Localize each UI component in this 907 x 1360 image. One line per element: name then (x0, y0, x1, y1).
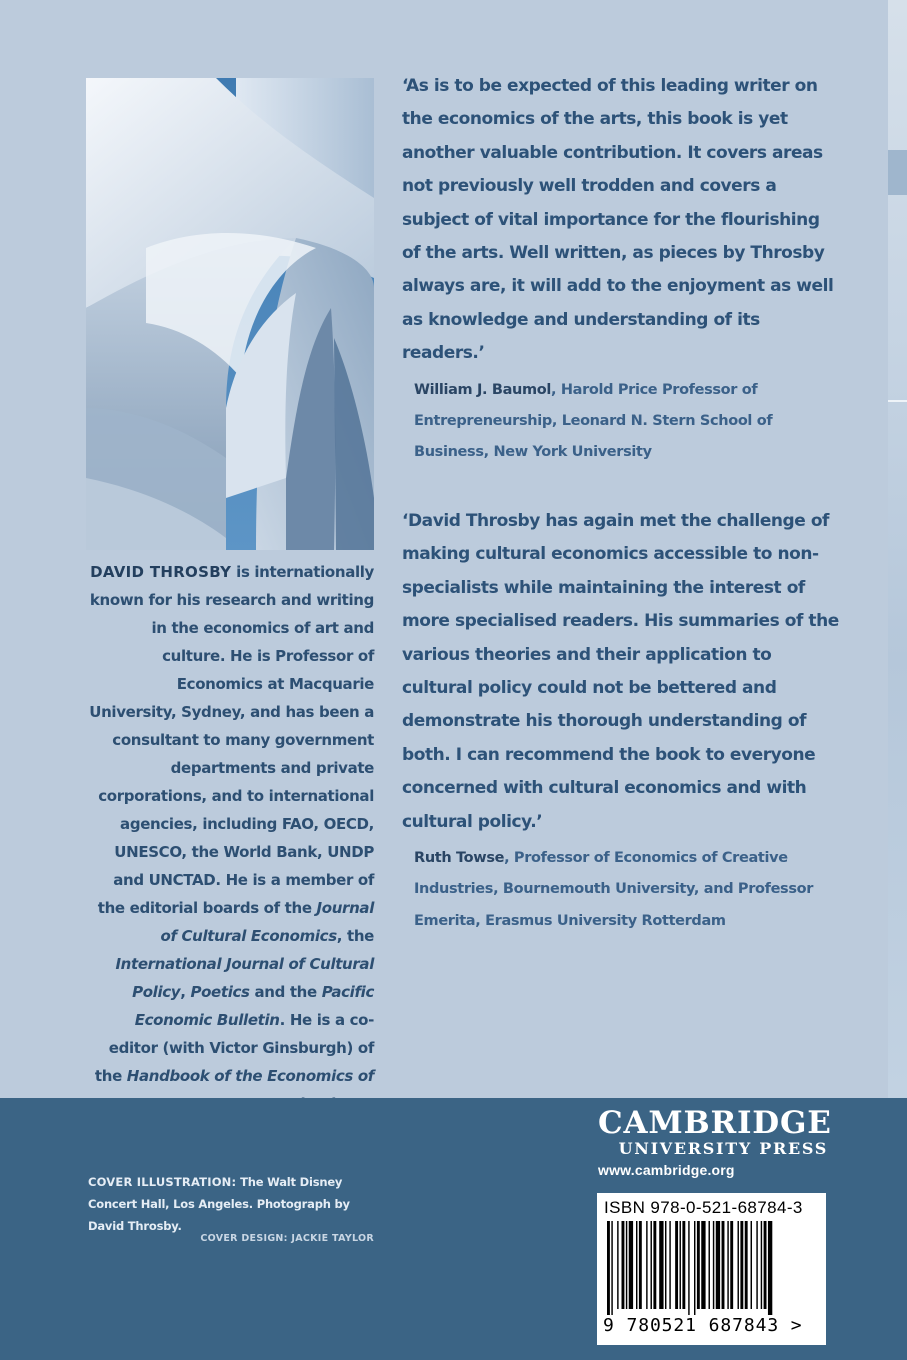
barcode-bar (622, 1221, 625, 1309)
quote-affiliation: , Professor of Economics of Creative Industries, Bournemouth University, and Professor Emerita, Erasmus University Rotterdam (414, 849, 814, 929)
design-credit: COVER DESIGN: JACKIE TAYLOR (200, 1233, 374, 1244)
cover-credit (88, 1171, 388, 1237)
credit-text: The Walt Disney Concert Hall, Los Angeles. Photograph by David Throsby. (88, 1175, 350, 1233)
bio-text: is internationally known for his research and writing in the economics of art and culture. He is Professor of Economics at Macquarie University, Sydney, and has been a consultant to many government departments and private corporations, and to international agencies, including FAO, OECD, UNESCO, the World Bank, UNDP and UNCTAD. He is a member of the editorial boards of the (89, 563, 374, 917)
publisher-logo (598, 1105, 832, 1178)
barcode-bar (669, 1221, 670, 1309)
barcode-bar (694, 1221, 695, 1315)
author-name: DAVID THROSBY (90, 563, 232, 581)
quote-attribution (414, 843, 842, 937)
barcode-bar (738, 1221, 739, 1309)
journal-title: Pacific Economic Bulletin (134, 983, 374, 1029)
background-accent (888, 150, 907, 195)
quote-author: Ruth Towse (414, 849, 505, 866)
barcode-bar (756, 1221, 757, 1309)
author-bio (86, 558, 374, 1118)
bio-text: , the (336, 927, 374, 945)
barcode-bar (764, 1221, 767, 1309)
barcode-bar (768, 1221, 772, 1315)
handbook-title: Handbook of the Economics of (126, 1067, 374, 1085)
barcode-bar (761, 1221, 762, 1309)
bio-text: . He is a co-editor (with Victor Ginsburgh) of the (94, 1011, 374, 1085)
background-line (888, 400, 907, 402)
journal-title: International Journal of Cultural Policy (115, 955, 374, 1001)
barcode-bar (680, 1221, 681, 1309)
isbn-text: ISBN 978-0-521-68784-3 (604, 1198, 803, 1217)
barcode-bar (727, 1221, 728, 1309)
barcode-bar (665, 1221, 666, 1309)
barcode-bar (646, 1221, 647, 1309)
quote-text: ‘As is to be expected of this leading writer on the economics of the arts, this book is yet another valuable contribution. It covers areas not previously well trodden and covers a subject of vital importance for the flourishing of the arts. Well written, as pieces by Throsby always are, it will add to the enjoyment as well as knowledge and understanding of its readers.’ (402, 76, 834, 364)
barcode-bar (730, 1221, 733, 1309)
endorsement (402, 70, 842, 469)
barcode-bar (639, 1221, 642, 1309)
journal-title: Journal of Cultural Economics (160, 899, 374, 945)
publisher-subtitle: UNIVERSITY PRESS (618, 1139, 828, 1158)
quote-text: ‘David Throsby has again met the challenge of making cultural economics accessible to non-specialists while maintaining the interest of more specialised readers. His summaries of the various theories and their application to cultural policy could not be bettered and demonstrate his thorough understanding of both. I can recommend the book to everyone concerned with cultural economics and with cultural policy.’ (402, 510, 839, 832)
publisher-url[interactable]: www.cambridge.org (598, 1162, 735, 1178)
credit-label: COVER ILLUSTRATION: (88, 1175, 237, 1189)
barcode-bar (751, 1221, 752, 1309)
barcode-icon (603, 1221, 820, 1315)
barcode-bar (745, 1221, 748, 1309)
barcode-bar (697, 1221, 700, 1309)
quote-author: William J. Baumol (414, 381, 552, 398)
barcode-bar (636, 1221, 637, 1309)
barcode-bar (716, 1221, 720, 1309)
bio-text: and the (249, 983, 322, 1001)
barcode-bar (713, 1221, 714, 1309)
barcode-bar (653, 1221, 656, 1309)
barcode-bar (617, 1221, 618, 1309)
publisher-name: CAMBRIDGE (598, 1105, 832, 1141)
building-photo-icon (86, 78, 374, 550)
cover-photo (86, 78, 374, 550)
barcode-bar (651, 1221, 652, 1309)
barcode-bar (740, 1221, 743, 1309)
barcode-bar (629, 1221, 633, 1309)
barcode-bar (688, 1221, 689, 1315)
barcode-bar (626, 1221, 627, 1309)
quote-attribution (414, 375, 842, 469)
barcode-bar (682, 1221, 685, 1309)
barcode-digits: 9 780521 687843 > (603, 1315, 803, 1336)
barcode-bar (709, 1221, 710, 1309)
endorsement (402, 505, 842, 937)
endorsements (402, 70, 842, 937)
barcode-bar (611, 1221, 612, 1315)
barcode-bar (607, 1221, 610, 1315)
barcode-box (597, 1193, 826, 1345)
journal-title: Poetics (190, 983, 250, 1001)
barcode-bar (659, 1221, 663, 1309)
barcode-bar (701, 1221, 705, 1309)
barcode-bar (675, 1221, 678, 1309)
bio-text: , (180, 983, 191, 1001)
quote-affiliation: , Harold Price Professor of Entrepreneurship, Leonard N. Stern School of Business, New York University (414, 381, 773, 461)
barcode-bar (722, 1221, 725, 1309)
